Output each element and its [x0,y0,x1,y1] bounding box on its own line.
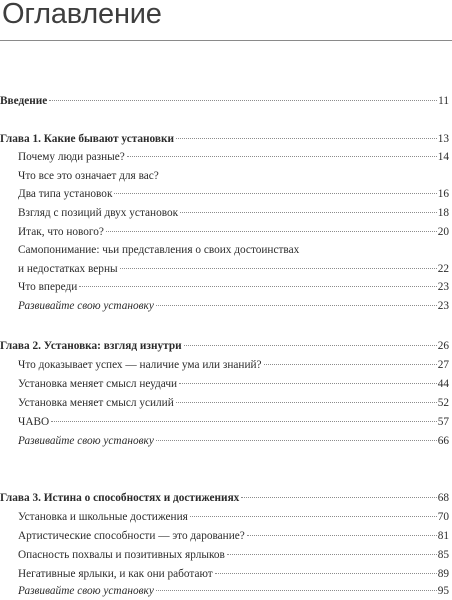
toc-page-number: 81 [437,530,449,542]
toc-entry-grow-your-mindset-2[interactable] [18,433,449,450]
toc-entry-school-achievement[interactable] [18,509,449,526]
toc-dot-leader [227,554,437,555]
toc-page-number: 23 [437,281,449,293]
toc-page-number: 57 [437,416,449,428]
toc-page-number: 22 [437,263,449,275]
toc-entry-mindset-failure[interactable] [18,376,449,393]
toc-page-number: 26 [437,340,449,352]
toc-dot-leader [156,305,437,306]
toc-entry-self-insight-cont[interactable] [18,261,449,278]
toc-entry-title: Взгляд с позиций двух установок [18,207,179,219]
toc-dot-leader [120,268,437,269]
toc-entry-success-proves[interactable] [18,357,449,374]
toc-entry-title: Что впереди [18,281,78,293]
toc-entry-two-mindsets[interactable] [18,186,449,203]
toc-entry-title: Развивайте свою установку [18,435,154,447]
toc-page-number: 85 [437,549,449,561]
toc-page-number: 18 [437,207,449,219]
toc-page-number: 11 [438,95,449,107]
toc-entry-title: Установка меняет смысл усилий [18,397,174,409]
toc-dot-leader [241,497,436,498]
toc-dot-leader [247,535,437,536]
toc-page-number: 95 [437,585,449,597]
toc-dot-leader [179,383,437,384]
toc-entry-mindset-effort[interactable] [18,395,449,412]
toc-dot-leader [156,590,437,591]
toc-entry-title: Негативные ярлыки, и как они работают [18,568,213,580]
toc-page-number: 16 [437,188,449,200]
toc-entry-chapter-3[interactable] [0,490,449,507]
toc-entry-two-mindsets-view[interactable] [18,205,449,222]
toc-entry-introduction[interactable] [0,93,449,110]
toc-entry-title: Развивайте свою установку [18,300,154,312]
toc-page-number: 52 [437,397,449,409]
toc-dot-leader [106,231,437,232]
toc-dot-leader [190,516,437,517]
toc-entry-title: Установка и школьные достижения [18,511,188,523]
toc-page-number: 68 [437,492,449,504]
toc-dot-leader [49,100,437,101]
toc-page-number: 44 [437,378,449,390]
toc-entry-title: Артистические способности — это дарование? [18,530,245,542]
toc-entry-chapter-1[interactable] [0,131,449,148]
toc-entry-title: Установка меняет смысл неудачи [18,378,178,390]
toc-entry-title: Введение [0,95,48,107]
toc-page-number: 70 [437,511,449,523]
toc-entry-title: и недостатках верны [18,263,118,275]
toc-page-number: 89 [437,568,449,580]
toc-dot-leader [176,138,437,139]
toc-entry-title: Глава 1. Какие бывают установки [0,133,175,145]
toc-entry-praise-danger[interactable] [18,547,449,564]
toc-entry-whats-ahead[interactable] [18,279,449,296]
toc-entry-title: Опасность похвалы и позитивных ярлыков [18,549,225,561]
toc-entry-faq[interactable] [18,414,449,431]
toc-page-number: 66 [437,435,449,447]
toc-entry-title: Развивайте свою установку [18,585,154,597]
toc-page-number: 23 [437,300,449,312]
toc-entry-title: Глава 2. Установка: взгляд изнутри [0,340,182,352]
toc-entry-title: Почему люди разные? [18,151,125,163]
toc-page-number: 13 [437,133,449,145]
toc-dot-leader [127,156,437,157]
toc-entry-title: Два типа установок [18,188,113,200]
toc-entry-grow-your-mindset-3[interactable] [18,583,449,600]
toc-entry-what-it-means-for-you[interactable]: Что все это означает для вас? [18,170,159,182]
toc-entry-title: ЧАВО [18,416,50,428]
toc-dot-leader [176,402,437,403]
toc-dot-leader [215,573,437,574]
toc-entry-grow-your-mindset-1[interactable] [18,298,449,315]
toc-entry-title: Итак, что нового? [18,226,104,238]
toc-dot-leader [79,286,436,287]
toc-dot-leader [180,212,437,213]
toc-entry-title: Что доказывает успех — наличие ума или знаний? [18,359,262,371]
toc-entry-chapter-2[interactable] [0,338,449,355]
toc-dot-leader [156,440,437,441]
toc-dot-leader [264,364,437,365]
toc-entry-artistic-ability[interactable] [18,528,449,545]
title-divider [0,40,452,41]
toc-entry-why-people-differ[interactable] [18,149,449,166]
toc-entry-negative-labels[interactable] [18,566,449,583]
page-title: Оглавление [2,0,162,30]
toc-page-number: 20 [437,226,449,238]
toc-dot-leader [51,421,437,422]
toc-page-number: 14 [437,151,449,163]
toc-dot-leader [114,193,436,194]
toc-entry-self-insight[interactable]: Самопонимание: чьи представления о своих достоинствах [18,244,300,256]
toc-entry-whats-new[interactable] [18,224,449,241]
toc-page-number: 27 [437,359,449,371]
toc-entry-title: Глава 3. Истина о способностях и достижениях [0,492,240,504]
toc-dot-leader [184,345,437,346]
